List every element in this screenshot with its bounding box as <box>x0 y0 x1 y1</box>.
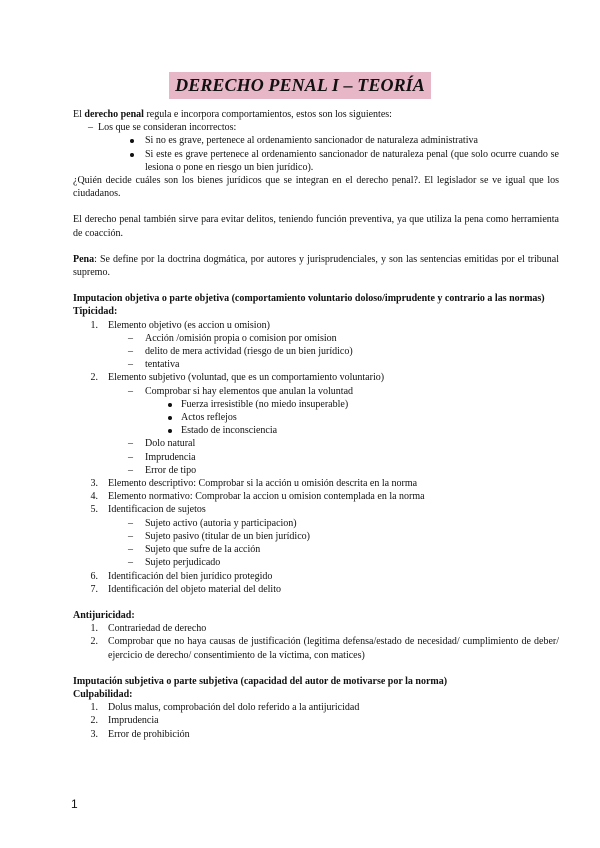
imputacion-objetiva-heading <box>73 292 559 305</box>
prevention-paragraph: El derecho penal también sirve para evitar delitos, teniendo función preventiva, ya que utiliza la pena como herramienta de coacción. <box>73 214 559 239</box>
page-number: 1 <box>71 797 78 811</box>
sub-dash-item: – Comprobar si hay elementos que anulan la voluntad <box>128 385 354 397</box>
item-text: Comprobar que no haya causas de justificación (legitima defensa/estado de necesidad/ cumplimiento de deber/ ejercicio de derecho/ consentimiento de la víctima, con matices) <box>108 636 559 661</box>
sub-bullet-text: Actos reflejos <box>181 412 237 424</box>
numbered-item <box>73 583 559 596</box>
item-number: 4. <box>90 491 98 503</box>
heading-text: Imputacion objetiva o parte objetiva (comportamiento voluntario doloso/imprudente y contrario a las normas) <box>73 293 545 305</box>
numbered-item <box>73 490 559 503</box>
item-number: 1. <box>90 702 98 714</box>
item-text: Dolus malus, comprobación del dolo referido a la antijuricidad <box>108 702 360 714</box>
tipicidad-label: Tipicidad: <box>73 306 118 318</box>
bullet-item <box>73 134 559 147</box>
sub-dash-item: – Imprudencia <box>128 451 196 463</box>
numbered-item <box>73 503 559 516</box>
numbered-item <box>73 570 559 583</box>
sub-text: Dolo natural <box>145 438 196 450</box>
intro-bold-term: derecho penal <box>84 109 144 120</box>
sub-dash-item: – tentativa <box>128 359 180 371</box>
culpabilidad-label: Culpabilidad: <box>73 688 133 700</box>
dash-marker: – <box>88 122 93 134</box>
bullet-icon <box>168 416 172 420</box>
numbered-item <box>73 622 559 635</box>
item-number: 2. <box>90 636 98 648</box>
sub-dash-item: – Acción /omisión propia o comision por omision <box>128 332 337 344</box>
sub-text: Sujeto perjudicado <box>145 557 221 569</box>
antijuricidad-label: Antijuricidad: <box>73 609 135 621</box>
sub-bullet-item <box>73 411 559 424</box>
item-text: Elemento subjetivo (voluntad, que es un comportamiento voluntario) <box>108 372 385 384</box>
label-text: Antijuricidad <box>73 609 132 621</box>
item-text: Identificación del bien jurídico protegido <box>108 570 273 582</box>
bullet-item <box>73 148 559 174</box>
item-text: Elemento normativo: Comprobar la accion u omision contemplada en la norma <box>108 491 425 503</box>
item-number: 2. <box>90 372 98 384</box>
sub-text: Imprudencia <box>145 451 196 463</box>
page-title: DERECHO PENAL I – TEORÍA <box>169 72 431 99</box>
label-text: Tipicidad <box>73 306 114 318</box>
document-body <box>73 108 559 741</box>
numbered-item <box>73 635 559 661</box>
item-text: Identificación del objeto material del delito <box>108 583 281 595</box>
heading-text: Imputación subjetiva o parte subjetiva (capacidad del autor de motivarse por la norma) <box>73 675 448 687</box>
label-text: Culpabilidad <box>73 688 130 700</box>
bullet-icon <box>168 429 172 433</box>
sub-text: tentativa <box>145 359 180 371</box>
item-number: 2. <box>90 715 98 727</box>
item-number: 1. <box>90 623 98 635</box>
numbered-item <box>73 701 559 714</box>
sub-text: Error de tipo <box>145 464 197 476</box>
sub-dash-item: – Sujeto pasivo (titular de un bien jurídico) <box>128 530 310 542</box>
bullet-icon <box>130 153 134 157</box>
numbered-item <box>73 728 559 741</box>
item-number: 5. <box>90 504 98 516</box>
sub-text: Sujeto que sufre de la acción <box>145 544 261 556</box>
item-text: Elemento objetivo (es accion u omision) <box>108 319 270 331</box>
question-paragraph: ¿Quién decide cuáles son los bienes jurídicos que se integran en el derecho penal?. El legislador se ve igual que los ciudadanos. <box>73 175 559 200</box>
imputacion-subjetiva-heading <box>73 675 559 688</box>
sub-dash-item: – Sujeto perjudicado <box>128 557 221 569</box>
sub-dash-item: – Sujeto que sufre de la acción <box>128 544 261 556</box>
item-text: Imprudencia <box>108 715 159 727</box>
item-number: 1. <box>90 319 98 331</box>
numbered-item <box>73 477 559 490</box>
sub-text: Comprobar si hay elementos que anulan la voluntad <box>145 385 354 397</box>
sub-dash-item: – delito de mera actividad (riesgo de un bien jurídico) <box>128 346 353 358</box>
item-text: Identificacion de sujetos <box>108 504 206 516</box>
bullet-text: Si este es grave pertenece al ordenamiento sancionador de naturaleza penal (que solo ocurre cuando se lesiona o pone en riesgo un bien jurídico). <box>145 148 559 173</box>
sub-text: Sujeto pasivo (titular de un bien jurídico) <box>145 530 310 542</box>
intro-paragraph <box>73 108 559 121</box>
pena-label: Pena <box>73 253 95 265</box>
pena-text: : Se define por la doctrina dogmática, por autores y jurisprudenciales, y son las sentencias emitidas por el tribunal supremo. <box>73 253 559 279</box>
item-number: 3. <box>90 478 98 490</box>
bullet-icon <box>168 403 172 407</box>
sub-bullet-text: Fuerza irresistible (no miedo insuperable) <box>181 398 349 410</box>
sub-text: Acción /omisión propia o comision por omision <box>145 332 337 344</box>
item-number: 6. <box>90 570 98 582</box>
numbered-item <box>73 319 559 332</box>
intro-post: regula e incorpora comportamientos, estos son los siguientes: <box>143 109 392 120</box>
bullet-text: Si no es grave, pertenece al ordenamiento sancionador de naturaleza administrativa <box>145 135 478 147</box>
item-number: 3. <box>90 728 98 740</box>
item-text: Contrariedad de derecho <box>108 623 207 635</box>
sub-dash-item: – Dolo natural <box>128 438 196 450</box>
sub-dash-item: – Error de tipo <box>128 464 197 476</box>
intro-pre: El <box>73 109 85 120</box>
dash-item <box>73 121 559 134</box>
title-block <box>0 72 600 99</box>
sub-text: delito de mera actividad (riesgo de un bien jurídico) <box>145 346 353 358</box>
sub-bullet-item <box>73 398 559 411</box>
pena-paragraph <box>73 253 559 279</box>
dash-item-text: Los que se consideran incorrectos: <box>98 122 237 134</box>
numbered-item <box>73 371 559 384</box>
sub-bullet-item <box>73 424 559 437</box>
sub-bullet-text: Estado de inconsciencia <box>181 425 278 437</box>
sub-text: Sujeto activo (autoria y participacion) <box>145 517 297 529</box>
item-text: Error de prohibición <box>108 728 190 740</box>
bullet-icon <box>130 139 134 143</box>
item-text: Elemento descriptivo: Comprobar si la acción u omisión descrita en la norma <box>108 478 418 490</box>
sub-dash-item: – Sujeto activo (autoria y participacion) <box>128 517 297 529</box>
numbered-item <box>73 714 559 727</box>
item-number: 7. <box>90 583 98 595</box>
